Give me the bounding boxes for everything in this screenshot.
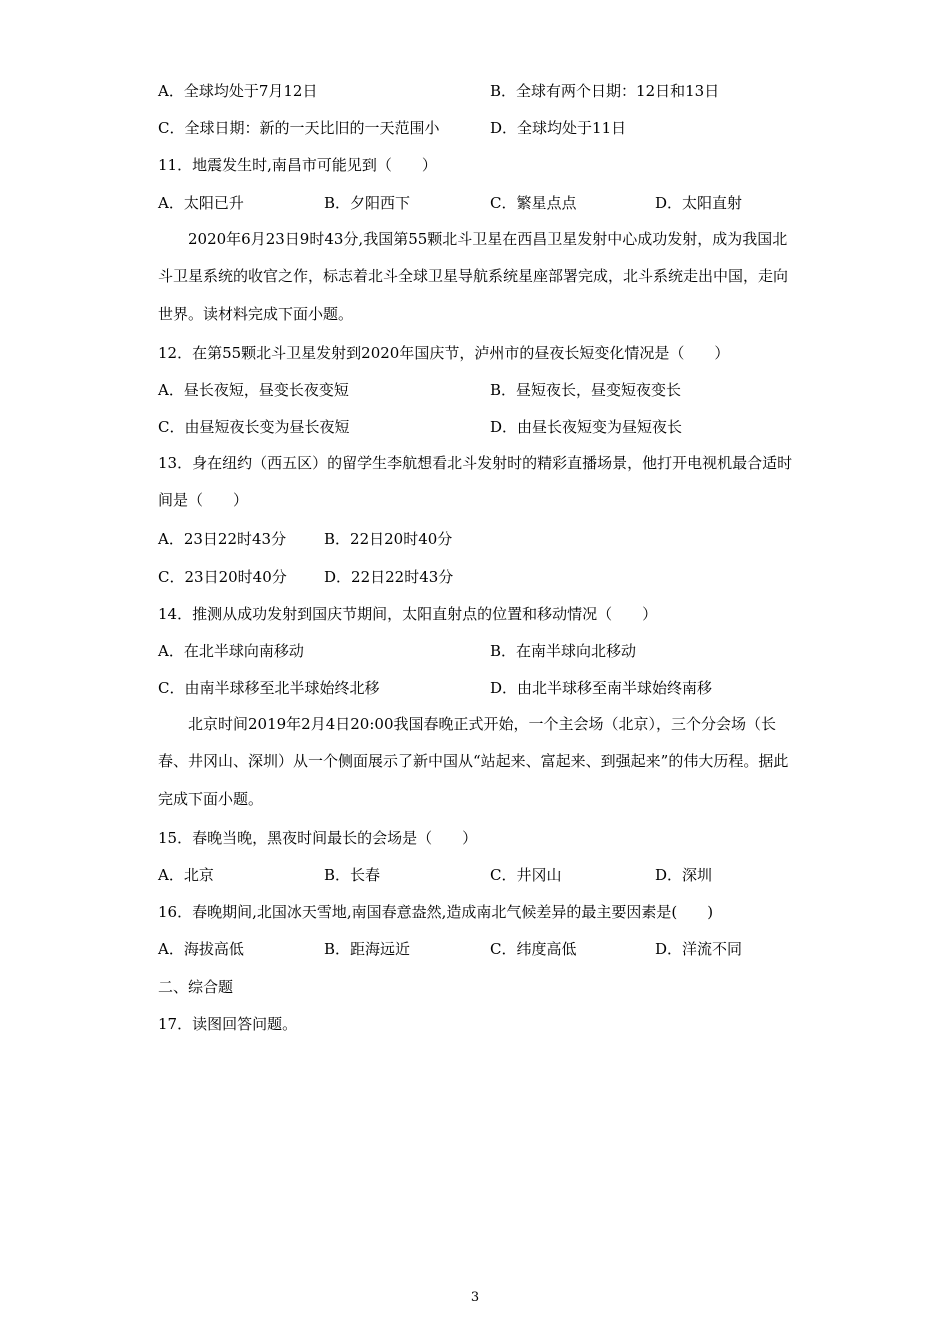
q15-stem: 15．春晚当晚，黑夜时间最长的会场是（ ） [158,829,478,847]
q15-option-d: D．深圳 [655,866,713,884]
q10-option-a: A．全球均处于7月12日 [158,82,318,100]
q14-stem: 14．推测从成功发射到国庆节期间，太阳直射点的位置和移动情况（ ） [158,605,658,623]
q12-option-d: D．由昼长夜短变为昼短夜长 [490,418,683,436]
q14-option-a: A．在北半球向南移动 [158,642,304,660]
q16-option-a: A．海拔高低 [158,940,244,958]
q13-option-c: C．23日20时40分 [158,568,287,586]
q12-option-a: A．昼长夜短，昼变长夜变短 [158,381,349,399]
q13-option-a: A．23日22时43分 [158,530,287,548]
q10-option-c: C．全球日期：新的一天比旧的一天范围小 [158,119,440,137]
q11-option-b: B．夕阳西下 [324,194,411,212]
q13-option-d: D．22日22时43分 [324,568,454,586]
q12-option-c: C．由昼短夜长变为昼长夜短 [158,418,350,436]
reading-passage-spring-gala: 北京时间2019年2月4日20:00我国春晚正式开始，一个主会场（北京），三个分会场（长春、井冈山、深圳）从一个侧面展示了新中国从“站起来、富起来、到强起来”的伟大历程。据此完成下面小题。 [158,715,789,808]
page-number: 3 [470,1290,480,1305]
q10-option-d: D．全球均处于11日 [490,119,627,137]
q15-option-c: C．井冈山 [490,866,562,884]
reading-passage-beidou: 2020年6月23日9时43分,我国第55颗北斗卫星在西昌卫星发射中心成功发射，成为我国北斗卫星系统的收官之作，标志着北斗全球卫星导航系统星座部署完成，北斗系统走出中国，走向世界。读材料完成下面小题。 [158,230,789,323]
q13-option-b: B．22日20时40分 [324,530,453,548]
q14-option-c: C．由南半球移至北半球始终北移 [158,679,380,697]
q11-option-d: D．太阳直射 [655,194,743,212]
q14-option-d: D．由北半球移至南半球始终南移 [490,679,713,697]
q17-stem: 17．读图回答问题。 [158,1015,298,1033]
q11-option-c: C．繁星点点 [490,194,577,212]
q11-stem: 11．地震发生时,南昌市可能见到（ ） [158,156,437,174]
section-heading-comprehensive: 二、综合题 [158,978,234,996]
q15-option-b: B．长春 [324,866,381,884]
q16-option-c: C．纬度高低 [490,940,577,958]
q12-option-b: B．昼短夜长，昼变短夜变长 [490,381,682,399]
q16-option-d: D．洋流不同 [655,940,743,958]
q11-option-a: A．太阳已升 [158,194,244,212]
q13-stem: 13．身在纽约（西五区）的留学生李航想看北斗发射时的精彩直播场景，他打开电视机最合适时间是（ ） [158,454,793,510]
q16-stem: 16．春晚期间,北国冰天雪地,南国春意盎然,造成南北气候差异的最主要因素是( ) [158,903,714,921]
q10-option-b: B．全球有两个日期：12日和13日 [490,82,720,100]
q16-option-b: B．距海远近 [324,940,411,958]
q12-stem: 12．在第55颗北斗卫星发射到2020年国庆节，泸州市的昼夜长短变化情况是（ ） [158,344,730,362]
q14-option-b: B．在南半球向北移动 [490,642,637,660]
q15-option-a: A．北京 [158,866,214,884]
